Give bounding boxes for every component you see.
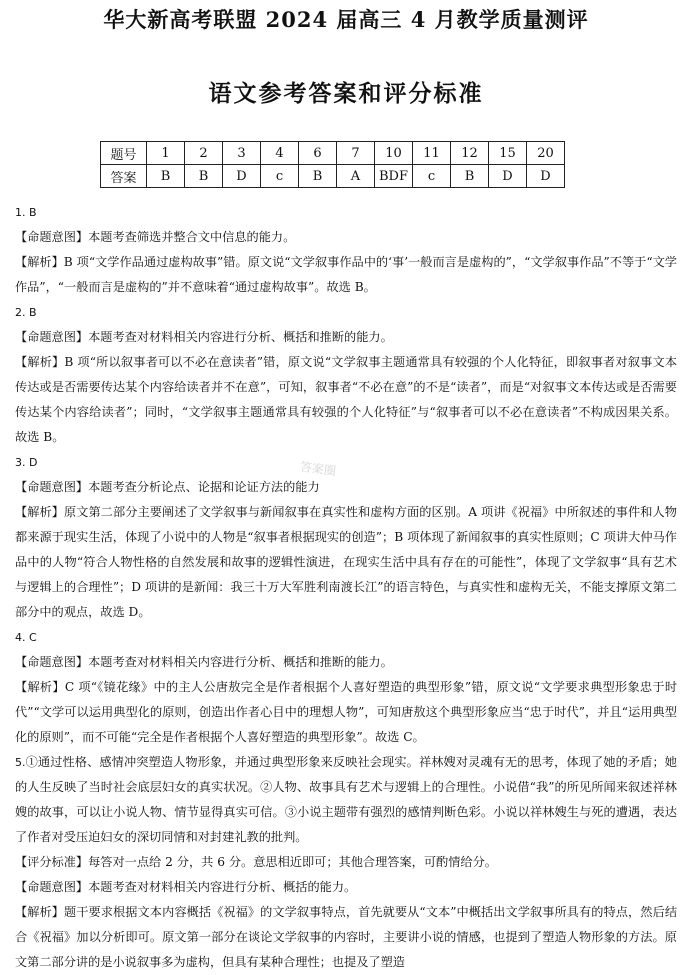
explanation-paragraph xyxy=(15,250,677,300)
paragraph-tag: 【命题意图】 xyxy=(15,480,89,494)
question-number-cell: 10 xyxy=(375,142,413,165)
paragraph-tag: 【解析】 xyxy=(15,680,65,694)
question-number-cell: 15 xyxy=(489,142,527,165)
paragraph-tag: 【评分标准】 xyxy=(15,855,89,869)
explanation-paragraph xyxy=(15,675,677,750)
paragraph-text: C 项“《镜花缘》中的主人公唐敖完全是作者根据个人喜好塑造的典型形象”错，原文说“文学要求典型形象忠于时代”“文学可以运用典型化的原则，创造出作者心目中的理想人物”，可知唐敖这个典型形象应当“忠于时代”，并且“运用典型化的原则”，而不可能“完全是作者根据个人喜好塑造的典型形象”。故选 C。 xyxy=(15,680,678,744)
paragraph-text: B 项“文学作品通过虚构故事”错。原文说“文学叙事作品中的‘事’一般而言是虚构的”，“文学叙事作品”不等于“文学作品”，“一般而言是虚构的”并不意味着“通过虚构故事”。故选 B。 xyxy=(15,255,677,294)
question-number-cell: 6 xyxy=(299,142,337,165)
paragraph-text: 原文第二部分主要阐述了文学叙事与新闻叙事在真实性和虚构方面的区别。A 项讲《祝福》中所叙述的事件和人物都来源于现实生活，体现了小说中的人物是“叙事者根据现实的创造”；B 项体现了新闻叙事的真实性原则；C 项讲大仲马作品中的人物“符合人物性格的自然发展和故事的逻辑性演进，在现实生活中具有存在的可能性”，体现了文学叙事“具有艺术与逻辑上的合理性”；D 项讲的是新闻：我三十万大军胜利南渡长江”的语言特色，与真实性和虚构无关，不能支撑原文第二部分中的观点，故选 D。 xyxy=(15,505,677,619)
answer-cell: B xyxy=(147,165,185,188)
answer-cell: D xyxy=(527,165,565,188)
question-heading xyxy=(15,625,677,650)
explanation-paragraph xyxy=(15,325,677,350)
question-number-cell: 20 xyxy=(527,142,565,165)
question-heading xyxy=(15,300,677,325)
explanation-paragraph xyxy=(15,875,677,900)
paragraph-text: ①通过性格、感情冲突塑造人物形象，并通过典型形象来反映社会现实。祥林嫂对灵魂有无的思考，体现了她的矛盾；她的人生反映了当时社会底层妇女的真实状况。②人物、故事具有艺术与逻辑上的合理性。小说借“我”的所见所闻来叙述祥林嫂的故事，可以让小说人物、情节显得真实可信。③小说主题带有强烈的感情判断色彩。小说以祥林嫂生与死的遭遇，表达了作者对受压迫妇女的深切同情和对封建礼教的批判。 xyxy=(15,755,677,844)
answer-cell: A xyxy=(337,165,375,188)
document-title: 华大新高考联盟 2024 届高三 4 月教学质量测评 xyxy=(103,7,589,32)
answer-table xyxy=(100,141,565,188)
answer-cell: B xyxy=(451,165,489,188)
explanation-paragraph xyxy=(15,650,677,675)
question-number: 3. D xyxy=(15,456,38,469)
explanation-paragraph xyxy=(15,900,677,975)
paragraph-text: 题干要求根据文本内容概括《祝福》的文学叙事特点，首先就要从“文本”中概括出文学叙事所具有的特点，然后结合《祝福》加以分析即可。原文第一部分在谈论文学叙事的内容时，主要讲小说的情感，也提到了塑造人物形象的方法。原文第二部分讲的是小说叙事多为虚构，但具有某种合理性；也提及了塑造 xyxy=(15,905,678,969)
paragraph-tag: 【命题意图】 xyxy=(15,880,89,894)
paragraph-tag: 【命题意图】 xyxy=(15,230,89,244)
question-number-cell: 12 xyxy=(451,142,489,165)
answer-table-number-row xyxy=(101,142,565,165)
answer-cell: D xyxy=(489,165,527,188)
answer-cell: c xyxy=(413,165,451,188)
paragraph-text: B 项“所以叙事者可以不必在意读者”错，原文说“文学叙事主题通常具有较强的个人化特征，即叙事者对叙事文本传达或是否需要传达某个内容给读者并不在意”，可知，叙事者“不必在意”的不是“读者”，而是“对叙事文本传达或是否需要传达某个内容给读者”；同时，“文学叙事主题通常具有较强的个人化特征”与“叙事者可以不必在意读者”不构成因果关系。故选 B。 xyxy=(15,355,678,444)
explanation-paragraph xyxy=(15,850,677,875)
answer-table-row-label: 答案 xyxy=(101,165,147,188)
question-number-cell: 3 xyxy=(223,142,261,165)
answer-explanations xyxy=(15,200,677,975)
paragraph-tag: 【命题意图】 xyxy=(15,330,89,344)
explanation-paragraph xyxy=(15,225,677,250)
question-number-cell: 2 xyxy=(185,142,223,165)
answer-cell: BDF xyxy=(375,165,413,188)
explanation-paragraph xyxy=(15,500,677,625)
answer-table-row-label: 题号 xyxy=(101,142,147,165)
question-number-cell: 1 xyxy=(147,142,185,165)
question-number: 5. xyxy=(15,756,26,769)
paragraph-tag: 【解析】 xyxy=(15,255,64,269)
answer-cell: B xyxy=(299,165,337,188)
question-number-cell: 4 xyxy=(261,142,299,165)
question-heading xyxy=(15,200,677,225)
paragraph-text: 每答对一点给 2 分，共 6 分。意思相近即可；其他合理答案，可酌情给分。 xyxy=(88,855,497,869)
watermark: 答案圈 xyxy=(299,459,337,479)
paragraph-tag: 【解析】 xyxy=(15,905,65,919)
answer-cell: D xyxy=(223,165,261,188)
question-number: 4. C xyxy=(15,631,37,644)
question-number-cell: 7 xyxy=(337,142,375,165)
paragraph-tag: 【解析】 xyxy=(15,355,65,369)
question-number: 1. B xyxy=(15,206,37,219)
question-answer-paragraph xyxy=(15,750,677,850)
paragraph-tag: 【解析】 xyxy=(15,505,65,519)
document-subtitle: 语文参考答案和评分标准 xyxy=(208,80,484,107)
question-number-cell: 11 xyxy=(413,142,451,165)
answer-cell: c xyxy=(261,165,299,188)
explanation-paragraph xyxy=(15,350,677,450)
question-heading xyxy=(15,450,677,475)
paragraph-tag: 【命题意图】 xyxy=(15,655,89,669)
paragraph-text: 本题考查对材料相关内容进行分析、概括和推断的能力。 xyxy=(88,330,393,344)
paragraph-text: 本题考查对材料相关内容进行分析、概括和推断的能力。 xyxy=(88,655,393,669)
paragraph-text: 本题考查筛选并整合文中信息的能力。 xyxy=(88,230,296,244)
paragraph-text: 本题考查分析论点、论据和论证方法的能力 xyxy=(88,480,320,494)
answer-table-answer-row xyxy=(101,165,565,188)
question-number: 2. B xyxy=(15,306,37,319)
explanation-paragraph xyxy=(15,475,677,500)
paragraph-text: 本题考查对材料相关内容进行分析、概括的能力。 xyxy=(88,880,357,894)
answer-cell: B xyxy=(185,165,223,188)
